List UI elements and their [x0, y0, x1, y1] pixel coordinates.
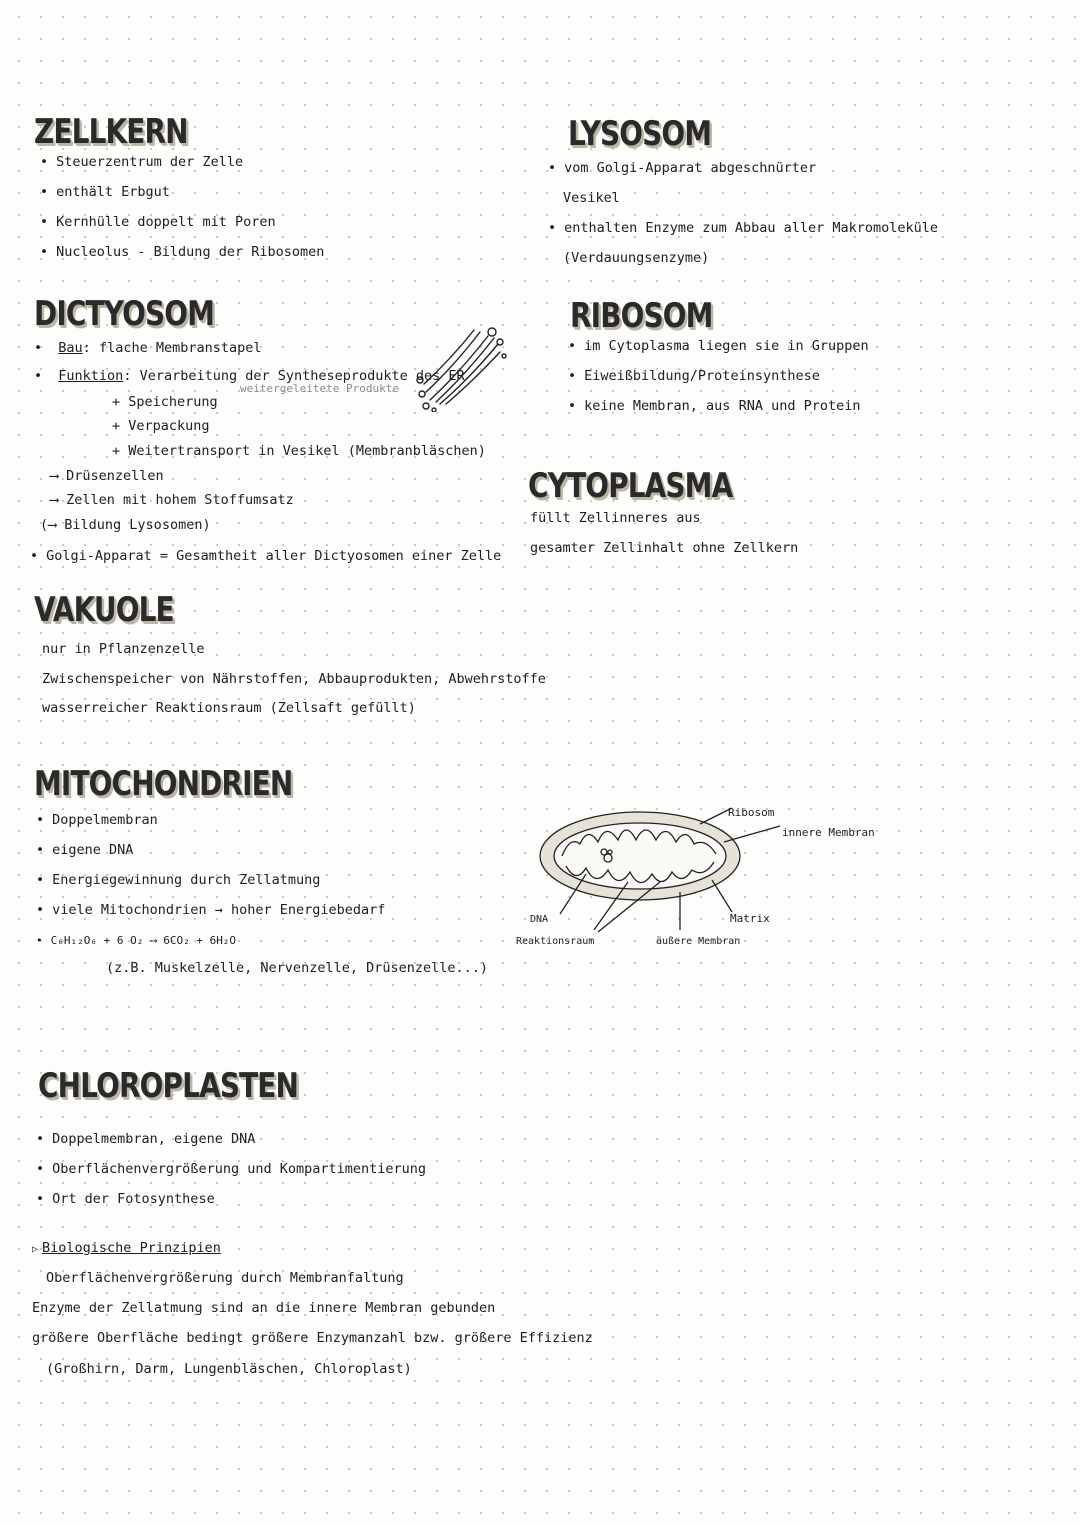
funktion-text: Verarbeitung der Syntheseprodukte des ER: [139, 368, 465, 384]
prinzipien-line: größere Oberfläche bedingt größere Enzymanzahl bzw. größere Effizienz: [32, 1330, 593, 1346]
lysosom-item-cont: Vesikel: [563, 190, 620, 206]
arrow-right-icon: ⟶: [48, 517, 57, 533]
label-aeussere-membran: äußere Membran: [656, 936, 741, 947]
dictyosom-heading: DICTYOSOM: [34, 294, 215, 334]
mito-item: • eigene DNA: [36, 842, 133, 858]
dictyosom-bau: • Bau: flache Membranstapel: [34, 340, 262, 356]
zellkern-heading: ZELLKERN: [34, 112, 188, 152]
zellkern-item: • Kernhülle doppelt mit Poren: [40, 214, 276, 230]
dictyosom-arrow-item: ⟶ Drüsenzellen: [50, 468, 164, 484]
dictyosom-arrow-item: (⟶ Bildung Lysosomen): [40, 517, 211, 533]
mitochondrion-diagram: [510, 796, 890, 956]
mito-item: • Energiegewinnung durch Zellatmung: [36, 872, 320, 888]
chloro-item: • Ort der Fotosynthese: [36, 1191, 215, 1207]
label-matrix: Matrix: [730, 912, 770, 925]
ribosom-item: • Eiweißbildung/Proteinsynthese: [568, 368, 820, 384]
ribosom-item: • keine Membran, aus RNA und Protein: [568, 398, 860, 414]
mitochondrien-heading: MITOCHONDRIEN: [34, 764, 293, 804]
vakuole-item: Zwischenspeicher von Nährstoffen, Abbauprodukten, Abwehrstoffe: [42, 671, 546, 687]
label-dna: DNA: [530, 914, 549, 925]
label-reaktionsraum: Reaktionsraum: [516, 936, 595, 947]
prinzipien-line: (Großhirn, Darm, Lungenbläschen, Chloroplast): [46, 1361, 412, 1377]
arrow-right-icon: ⟶: [50, 492, 59, 508]
zellkern-item: • Steuerzentrum der Zelle: [40, 154, 243, 170]
dictyosom-sub: + Weitertransport in Vesikel (Membranbläschen): [112, 443, 486, 459]
dictyosom-funktion: • Funktion: Verarbeitung der Syntheseprodukte des ER: [34, 368, 465, 384]
lysosom-heading: LYSOSOM: [568, 114, 712, 154]
golgi-line: • Golgi-Apparat = Gesamtheit aller Dictyosomen einer Zelle: [30, 548, 501, 564]
zellkern-item: • enthält Erbgut: [40, 184, 170, 200]
weiter-note: weitergeleitete Produkte: [240, 382, 399, 395]
bau-label: Bau: [58, 340, 83, 356]
chloro-item: • Doppelmembran, eigene DNA: [36, 1131, 255, 1147]
mito-formula: • C₆H₁₂O₆ + 6 O₂ ⟶ 6CO₂ + 6H₂O: [36, 934, 236, 947]
chloroplasten-heading: CHLOROPLASTEN: [38, 1066, 299, 1106]
prinzipien-line: Oberflächenvergrößerung durch Membranfaltung: [46, 1270, 404, 1286]
cytoplasma-item: gesamter Zellinhalt ohne Zellkern: [530, 540, 799, 556]
mito-example: (z.B. Muskelzelle, Nervenzelle, Drüsenzelle...): [106, 960, 489, 976]
zellkern-item: • Nucleolus - Bildung der Ribosomen: [40, 244, 324, 260]
label-ribosom: Ribosom: [728, 806, 775, 819]
mito-item: • viele Mitochondrien → hoher Energiebedarf: [36, 902, 385, 918]
cytoplasma-heading: CYTOPLASMA: [528, 466, 733, 506]
arrow-right-icon: ⟶: [50, 468, 59, 484]
prinzipien-line: Enzyme der Zellatmung sind an die innere Membran gebunden: [32, 1300, 496, 1316]
ribosom-heading: RIBOSOM: [570, 296, 713, 336]
vakuole-item: wasserreicher Reaktionsraum (Zellsaft gefüllt): [42, 700, 416, 716]
bau-text: flache Membranstapel: [98, 340, 262, 356]
funktion-label: Funktion: [58, 368, 124, 384]
dictyosom-sub: + Verpackung: [112, 418, 210, 434]
cytoplasma-item: füllt Zellinneres aus: [530, 510, 701, 526]
lysosom-item: • enthalten Enzyme zum Abbau aller Makromoleküle: [548, 220, 938, 236]
dictyosom-sub: + Speicherung: [112, 394, 218, 410]
lysosom-item: • vom Golgi-Apparat abgeschnürter: [548, 160, 816, 176]
prinzipien-title: ▷ Biologische Prinzipien: [32, 1240, 221, 1256]
label-innere-membran: innere Membran: [782, 826, 875, 839]
dictyosom-arrow-item: ⟶ Zellen mit hohem Stoffumsatz: [50, 492, 294, 508]
golgi-stack-icon: [410, 322, 510, 412]
triangle-right-icon: ▷: [32, 1244, 39, 1255]
mito-item: • Doppelmembran: [36, 812, 158, 828]
chloro-item: • Oberflächenvergrößerung und Kompartimentierung: [36, 1161, 426, 1177]
lysosom-item-cont: (Verdauungsenzyme): [563, 250, 710, 266]
vakuole-heading: VAKUOLE: [34, 590, 174, 630]
vakuole-item: nur in Pflanzenzelle: [42, 641, 205, 657]
ribosom-item: • im Cytoplasma liegen sie in Gruppen: [568, 338, 869, 354]
